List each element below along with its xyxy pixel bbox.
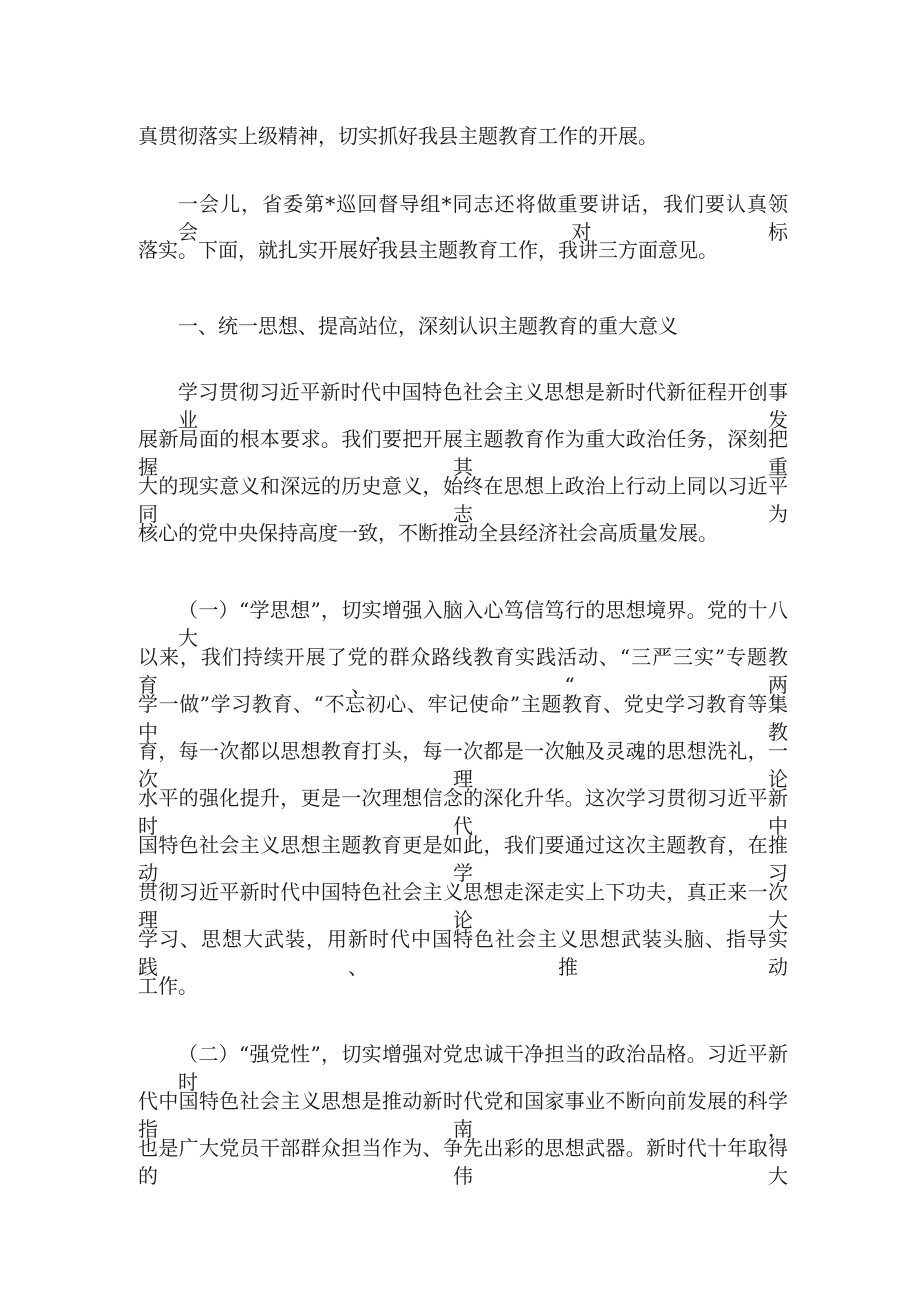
text-line-intro-1-content: 一会儿，省委第*巡回督导组*同志还将做重要讲话，我们要认真领会，对标 bbox=[178, 192, 788, 244]
text-line-p3-3 bbox=[138, 1134, 788, 1188]
text-line-p3-1-content: （二）“强党性”，切实增强对党忠诚干净担当的政治品格。习近平新时 bbox=[178, 1042, 788, 1094]
text-line-p2-1-content: （一）“学思想”，切实增强入脑入心笃信笃行的思想境界。党的十八大 bbox=[178, 598, 788, 650]
text-line-p2-2 bbox=[138, 643, 788, 697]
text-line-p2-9: 工作。 bbox=[138, 974, 198, 998]
text-line-p2-2-content: 以来，我们持续开展了党的群众路线教育实践活动、“三严三实”专题教育、“两 bbox=[138, 645, 788, 697]
text-line-intro-2: 落实。下面，就扎实开展好我县主题教育工作，我讲三方面意见。 bbox=[138, 238, 718, 262]
text-line-p3-2 bbox=[138, 1087, 788, 1141]
text-line-p2-6 bbox=[138, 831, 788, 885]
text-line-p2-5 bbox=[138, 784, 788, 838]
text-line-intro-1 bbox=[178, 190, 788, 244]
text-line-p3-3-content: 也是广大党员干部群众担当作为、争先出彩的思想武器。新时代十年取得的伟大 bbox=[138, 1136, 788, 1188]
text-line-p2-8-content: 学习、思想大武装，用新时代中国特色社会主义思想武装头脑、指导实践、推动 bbox=[138, 927, 788, 979]
section-heading-1: 一、统一思想、提高站位，深刻认识主题教育的重大意义 bbox=[178, 314, 678, 338]
text-line-continuation: 真贯彻落实上级精神，切实抓好我县主题教育工作的开展。 bbox=[138, 124, 658, 148]
text-line-p1-1 bbox=[178, 378, 788, 432]
text-line-p2-6-content: 国特色社会主义思想主题教育更是如此，我们要通过这次主题教育，在推动学习 bbox=[138, 833, 788, 885]
text-line-p3-1 bbox=[178, 1040, 788, 1094]
text-line-p2-4 bbox=[138, 737, 788, 791]
text-line-p1-3 bbox=[138, 472, 788, 526]
text-line-p2-7-content: 贯彻习近平新时代中国特色社会主义思想走深走实上下功夫，真正来一次理论大 bbox=[138, 880, 788, 932]
text-line-p1-3-content: 大的现实意义和深远的历史意义，始终在思想上政治上行动上同以习近平同志为 bbox=[138, 474, 788, 526]
text-line-p3-2-content: 代中国特色社会主义思想是推动新时代党和国家事业不断向前发展的科学指南， bbox=[138, 1089, 788, 1141]
text-line-p2-5-content: 水平的强化提升，更是一次理想信念的深化升华。这次学习贯彻习近平新时代中 bbox=[138, 786, 788, 838]
text-line-p1-2 bbox=[138, 425, 788, 479]
text-line-p1-2-content: 展新局面的根本要求。我们要把开展主题教育作为重大政治任务，深刻把握其重 bbox=[138, 427, 788, 479]
text-line-p1-4: 核心的党中央保持高度一致，不断推动全县经济社会高质量发展。 bbox=[138, 521, 718, 545]
text-line-p1-1-content: 学习贯彻习近平新时代中国特色社会主义思想是新时代新征程开创事业发 bbox=[178, 380, 788, 432]
text-line-p2-3 bbox=[138, 690, 788, 744]
text-line-p2-4-content: 育，每一次都以思想教育打头，每一次都是一次触及灵魂的思想洗礼，一次理论 bbox=[138, 739, 788, 791]
text-line-p2-8 bbox=[138, 925, 788, 979]
text-line-p2-7 bbox=[138, 878, 788, 932]
text-line-p2-3-content: 学一做”学习教育、“不忘初心、牢记使命”主题教育、党史学习教育等集中教 bbox=[138, 692, 788, 744]
text-line-p2-1 bbox=[178, 596, 788, 650]
